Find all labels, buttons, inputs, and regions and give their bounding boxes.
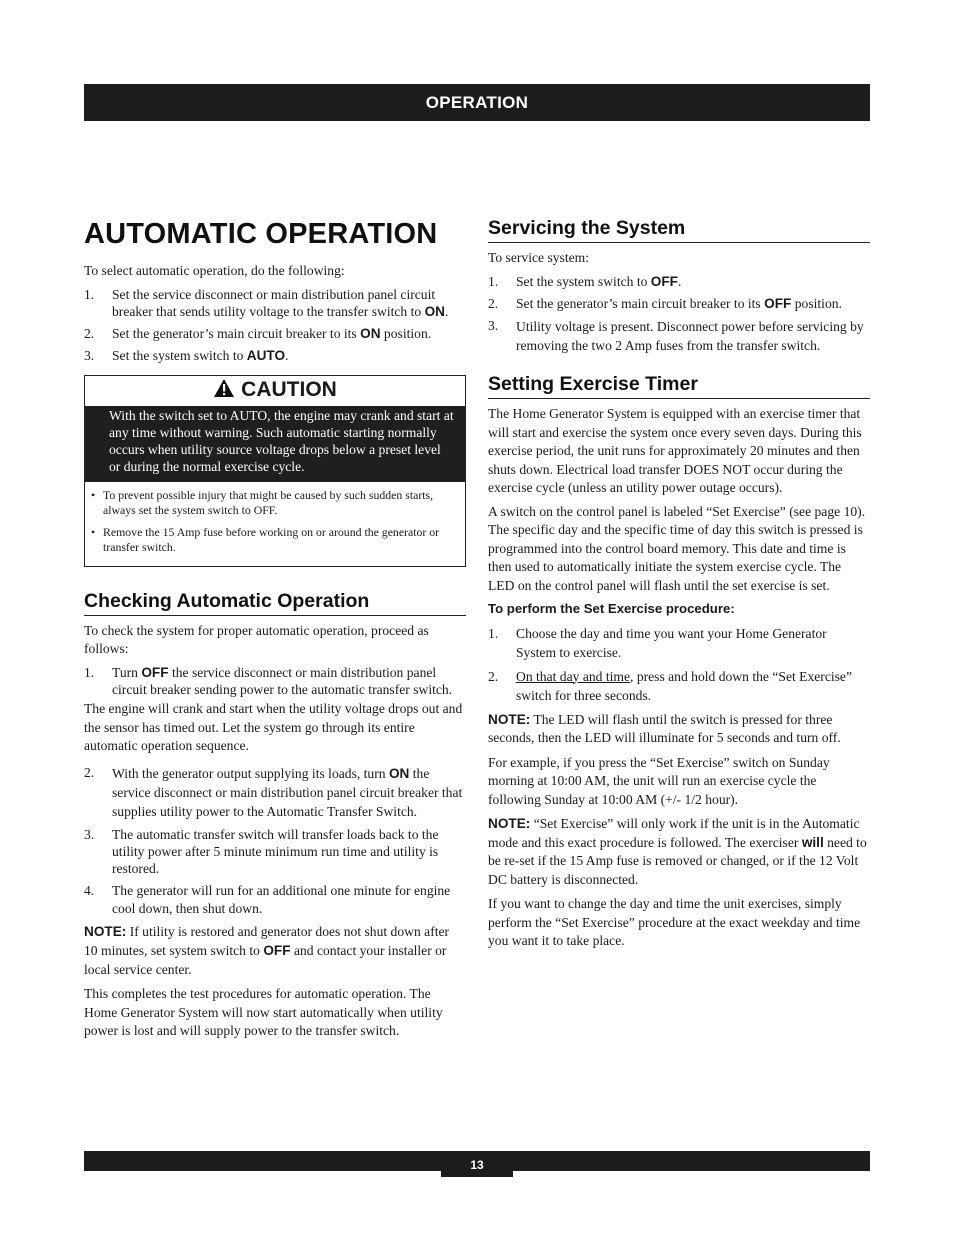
list-item: 2. On that day and time, press and hold down the “Set Exercise” switch for three seconds. [488,668,852,703]
timer-note2: NOTE: “Set Exercise” will only work if the unit is in the Automatic mode and this exact procedure is followed. The exerciser will need to be re-set if the 15 Amp fuse is removed or changed, or if the 12 Volt DC battery is disconnected. [488,816,867,887]
servicing-intro: To service system: [488,250,589,265]
servicing-heading: Servicing the System [488,216,870,243]
list-item: 2. With the generator output supplying its loads, turn ON the service disconnect or main distribution panel circuit breaker that supplies utility power to the Automatic Transfer Switch. [84,764,463,819]
list-item: 3. Set the system switch to AUTO. [84,348,289,364]
procedure-heading: To perform the Set Exercise procedure: [488,601,735,617]
timer-example: For example, if you press the “Set Exercise” switch on Sunday morning at 10:00 AM, the unit will run an exercise cycle the following Sunday at 10:00 AM (+/- 1/2 hour). [488,754,830,807]
checking-step1 [84,664,466,699]
timer-note1: NOTE: The LED will flash until the switch is pressed for three seconds, then the LED will illuminate for 5 seconds and turn off. [488,711,841,746]
list-item: • Remove the 15 Amp fuse before working on or around the generator or transfer switch. [91,524,440,554]
list-item: 1. Choose the day and time you want your Home Generator System to exercise. [488,625,827,660]
caution-box [84,375,466,567]
intro-text: To select automatic operation, do the following: [84,263,345,278]
timer-closing: If you want to change the day and time the unit exercises, simply perform the “Set Exercise” procedure at the exact weekday and time you want it to take place. [488,896,861,949]
right-column [488,216,870,956]
checking-closing: This completes the test procedures for automatic operation. The Home Generator System will now start automatically when utility power is lost and will supply power to the transfer switch. [84,986,443,1039]
checking-para: The engine will crank and start when the utility voltage drops out and the sensor has timed out. Let the system go through its entire automatic operation sequence. [84,701,463,754]
checking-steps-2-4 [84,764,466,917]
left-column [84,212,466,1046]
timer-heading: Setting Exercise Timer [488,372,870,399]
caution-body: With the switch set to AUTO, the engine may crank and start at any time without warning. Such automatic starting normally occurs when utility source voltage drops below a preset level or during the normal exercise cycle. [85,406,465,482]
list-item: 2. Set the generator’s main circuit breaker to its ON position. [84,326,432,342]
caution-title: CAUTION [241,378,337,402]
servicing-steps-list [488,273,870,356]
page-title: AUTOMATIC OPERATION [84,218,438,250]
procedure-steps-list [488,624,870,705]
caution-header [85,376,465,406]
list-item: 3. Utility voltage is present. Disconnect power before servicing by removing the two 2 Amp fuses from the transfer switch. [488,318,864,354]
auto-steps-list [84,286,466,365]
list-item: 1. Turn OFF the service disconnect or main distribution panel circuit breaker sending power to the automatic transfer switch. [84,664,453,697]
timer-para1: The Home Generator System is equipped with an exercise timer that will start and exercise the system once every seven days. During this exercise period, the unit runs for approximately 20 minutes and then shuts down. Electrical load transfer DOES NOT occur during the exercise cycle (unless an utility power outage occurs). [488,406,862,496]
checking-note: NOTE: If utility is restored and generator does not shut down after 10 minutes, set system switch to OFF and contact your installer or local service center. [84,924,450,978]
list-item: 2. Set the generator’s main circuit breaker to its OFF position. [488,295,842,311]
list-item: 3. The automatic transfer switch will transfer loads back to the utility power after 5 minute minimum run time and utility is restored. [84,826,439,877]
list-item: • To prevent possible injury that might be caused by such sudden starts, always set the system switch to OFF. [91,487,434,517]
list-item: 1. Set the service disconnect or main distribution panel circuit breaker that sends utility voltage to the transfer switch to ON. [84,286,449,319]
section-header [84,84,870,121]
warning-triangle-icon [213,378,235,404]
timer-para2: A switch on the control panel is labeled “Set Exercise” (see page 10). The specific day and the specific time of day this switch is pressed is programmed into the control board memory. This date and time is then used to automatically initiate the system exercise cycle. The LED on the control panel will flash until the set exercise is set. [488,503,866,593]
checking-intro: To check the system for proper automatic operation, proceed as follows: [84,622,429,656]
page-number: 13 [441,1151,513,1177]
list-item: 4. The generator will run for an additional one minute for engine cool down, then shut down. [84,883,451,916]
checking-heading: Checking Automatic Operation [84,589,466,616]
caution-bullets [85,482,465,566]
list-item: 1. Set the system switch to OFF. [488,273,682,289]
section-header-title: OPERATION [425,92,529,112]
